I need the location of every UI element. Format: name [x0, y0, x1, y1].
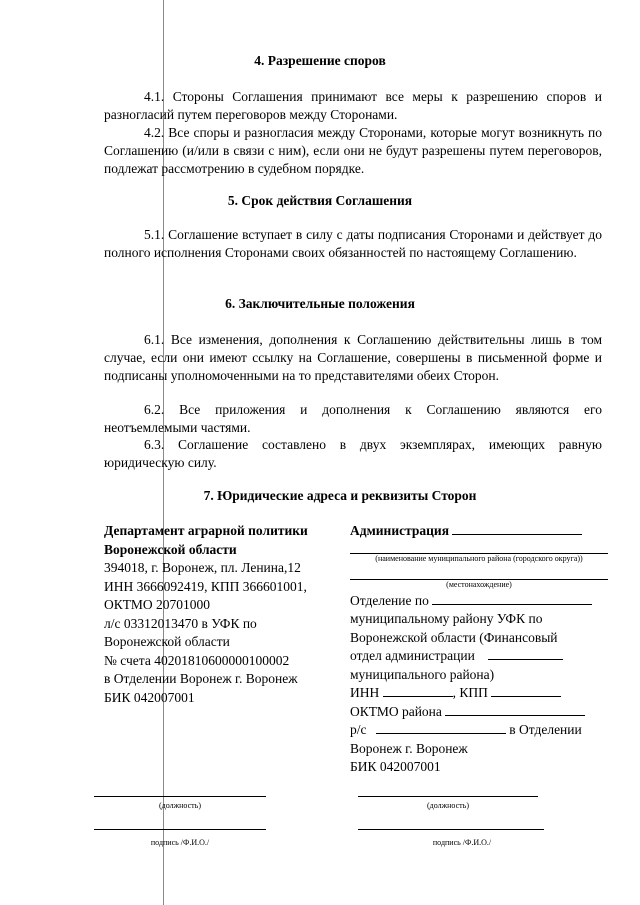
paragraph-6-2: 6.2. Все приложения и дополнения к Соглашению являются его неотъемлемыми частями.: [104, 402, 602, 435]
right-party-oktmo-line: ОКТМО района: [350, 703, 608, 722]
left-party-ls: л/с 03312013470 в УФК по: [104, 615, 257, 631]
right-party-bank-city: Воронеж г. Воронеж: [350, 740, 468, 756]
paragraph-5-1: 5.1. Соглашение вступает в силу с даты подписания Сторонами и действует до полного исполнения Сторонами своих обязанностей по настоящему Соглашению.: [104, 227, 602, 260]
right-party-region-line: Воронежской области (Финансовый: [350, 629, 558, 645]
left-party-region: Воронежской области: [104, 634, 230, 649]
left-party-oktmo: ОКТМО 20701000: [104, 597, 210, 612]
paragraph-6-1: 6.1. Все изменения, дополнения к Соглашению действительны лишь в том случае, если они имеют ссылку на Соглашение, совершены в письменной форме и подписаны уполномоченными на то представителями обеих Сторон.: [104, 332, 602, 383]
section-5-title: 5. Срок действия Соглашения: [227, 193, 413, 208]
paragraph-4-1: 4.1. Стороны Соглашения принимают все меры к разрешению споров и разногласий путем переговоров между Сторонами.: [104, 89, 602, 122]
right-party-office-line: Отделение по: [350, 592, 608, 611]
right-signature-caption: подпись /Ф.И.О./: [432, 838, 492, 847]
section-7-title: 7. Юридические адреса и реквизиты Сторон: [203, 488, 477, 503]
left-party-name-line-2: Воронежской области: [104, 541, 237, 557]
left-party-address: 394018, г. Воронеж, пл. Ленина,12: [104, 560, 301, 575]
right-party-requisites: [350, 522, 608, 777]
right-party-ufk-line: муниципальному району УФК по: [350, 611, 543, 626]
right-party-office-blank[interactable]: [432, 604, 592, 605]
right-party-location-caption: (местонахождение): [350, 579, 608, 590]
left-signature-caption: подпись /Ф.И.О./: [150, 838, 210, 847]
right-party-bik: БИК 042007001: [350, 759, 441, 774]
right-party-inn-blank[interactable]: [383, 696, 453, 697]
right-party-account-blank[interactable]: [376, 733, 506, 734]
right-party-district-line: муниципального района): [350, 666, 495, 682]
right-party-name-blank[interactable]: [452, 534, 582, 535]
left-position-caption: (должность): [159, 801, 201, 810]
right-party-dept-blank[interactable]: [488, 659, 563, 660]
left-party-account: № счета 40201810600000100002: [104, 652, 290, 668]
section-6-title: 6. Заключительные положения: [225, 296, 415, 311]
left-signature-line[interactable]: [94, 829, 266, 830]
right-party-inn-kpp-line: ИНН , КПП: [350, 684, 608, 703]
paragraph-6-3: 6.3. Соглашение составлено в двух экземплярах, имеющих равную юридическую силу.: [104, 437, 602, 470]
right-position-caption: (должность): [427, 801, 469, 810]
left-party-name-line-1: Департамент аграрной политики: [104, 523, 308, 538]
left-party-requisites: [104, 522, 334, 707]
right-party-oktmo-blank[interactable]: [445, 715, 585, 716]
left-position-line[interactable]: [94, 796, 266, 797]
section-4-title: 4. Разрешение споров: [254, 53, 386, 68]
right-party-title-line: [350, 522, 608, 541]
right-position-line[interactable]: [358, 796, 538, 797]
right-party-kpp-blank[interactable]: [491, 696, 561, 697]
left-party-bik: БИК 042007001: [104, 689, 195, 705]
paragraph-4-2: 4.2. Все споры и разногласия между Сторонами, которые могут возникнуть по Соглашению (и/или в связи с ним), если они не будут разрешены путем переговоров, подлежат рассмотрению в судебном порядке.: [104, 125, 602, 176]
right-party-title: Администрация: [350, 523, 450, 538]
left-party-bank: в Отделении Воронеж г. Воронеж: [104, 671, 298, 686]
right-party-account-line: р/с в Отделении: [350, 722, 582, 737]
left-party-inn-kpp: ИНН 3666092419, КПП 366601001,: [104, 578, 307, 594]
right-signature-line[interactable]: [358, 829, 544, 830]
right-party-name-caption: (наименование муниципального района (городского округа)): [350, 553, 608, 564]
right-party-dept-line: отдел администрации: [350, 647, 608, 666]
